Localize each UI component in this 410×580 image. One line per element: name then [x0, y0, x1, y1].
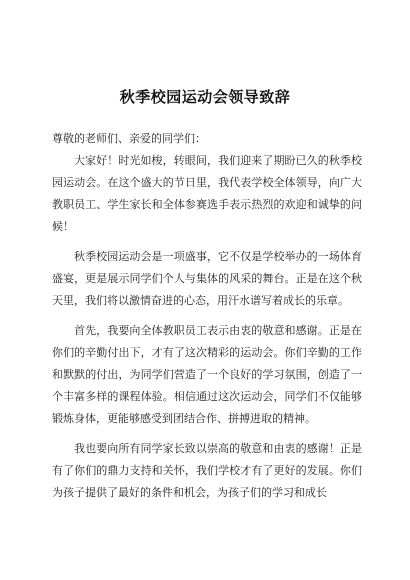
- greeting-line: 尊敬的老师们、亲爱的同学们：: [52, 132, 206, 145]
- document-body: [52, 128, 362, 504]
- paragraph-3: 首先，我要向全体教职员工表示由衷的敬意和感谢。正是在你们的辛勤付出下，才有了这次精彩的运动会。你们辛勤的工作和默默的付出，为同学们营造了一个良好的学习氛围，创造了一个丰富多样的课程体验。相信通过这次运动会，同学们不仅能够锻炼身体，更能够感受到团结合作、拼搏进取的精神。: [52, 324, 362, 425]
- paragraph-1: 大家好！时光如梭，转眼间，我们迎来了期盼已久的秋季校园运动会。在这个盛大的节日里，我代表学校全体领导，向广大教职员工、学生家长和全体参赛选手表示热烈的欢迎和诚挚的问候！: [52, 154, 362, 233]
- document-title: 秋季校园运动会领导致辞: [119, 88, 291, 106]
- paragraph-4: 我也要向所有同学家长致以崇高的敬意和由衷的感谢！正是有了你们的鼎力支持和关怀，我们学校才有了更好的发展。你们为孩子提供了最好的条件和机会，为孩子们的学习和成长: [52, 442, 362, 499]
- paragraph-2: 秋季校园运动会是一项盛事，它不仅是学校举办的一场体育盛宴，更是展示同学们个人与集体的风采的舞台。正是在这个秋天里，我们将以激情奋进的心态，用汗水谱写着成长的乐章。: [52, 250, 362, 307]
